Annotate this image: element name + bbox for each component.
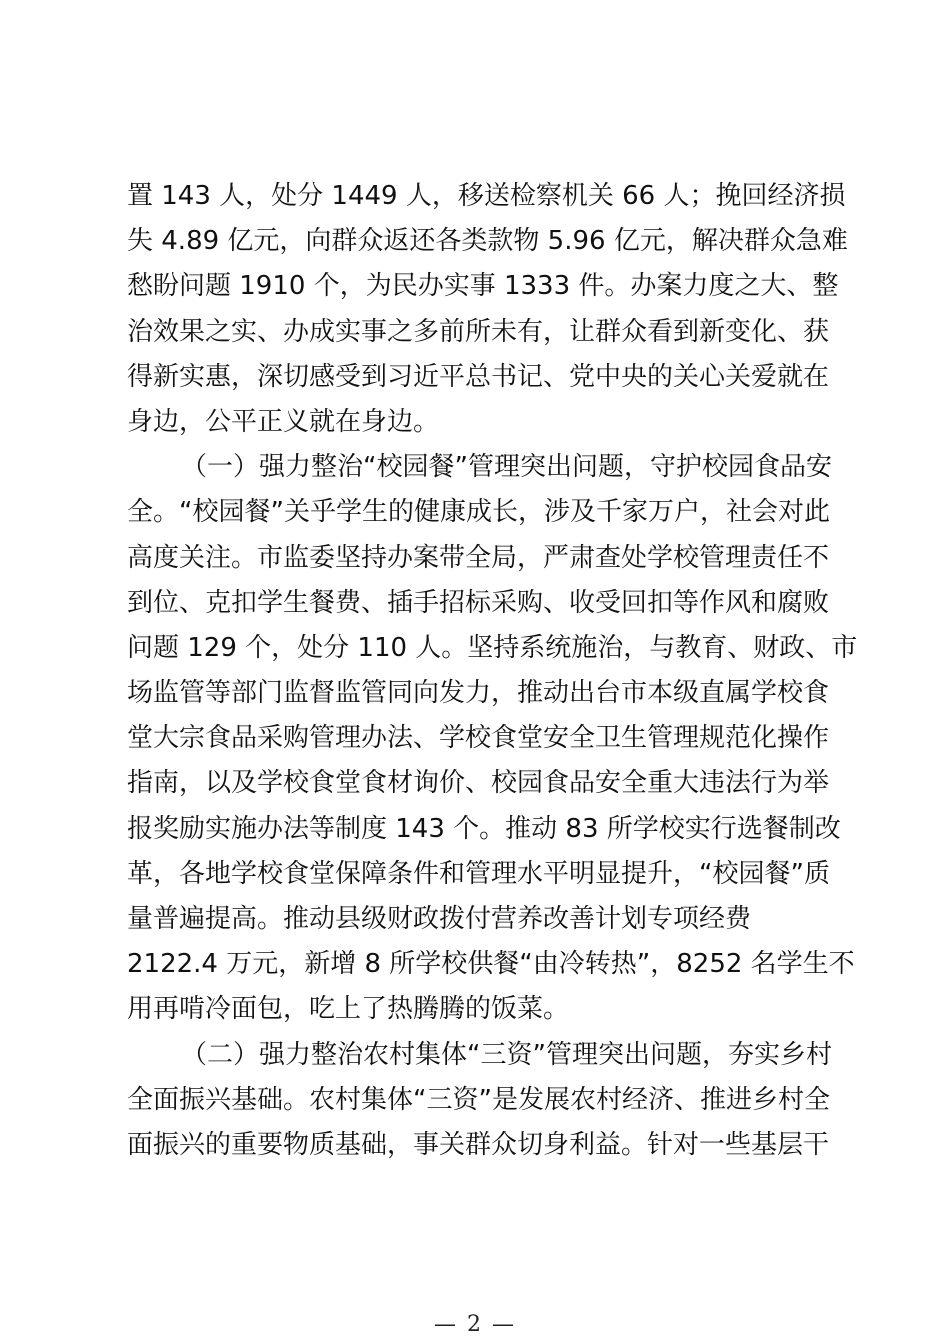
text-line: 到位、克扣学生餐费、插手招标采购、收受回扣等作风和腐败: [127, 587, 830, 618]
text-line: 问题 129 个，处分 110 人。坚持系统施治，与教育、财政、市: [127, 632, 858, 663]
text-line: 面振兴的重要物质基础，事关群众切身利益。针对一些基层干: [127, 1129, 830, 1160]
text-line: 2122.4 万元，新增 8 所学校供餐“由冷转热”，8252 名学生不: [127, 949, 855, 980]
text-line: （一）强力整治“校园餐”管理突出问题，守护校园食品安: [181, 452, 832, 483]
text-line: 身边，公平正义就在身边。: [127, 406, 440, 437]
text-line: 堂大宗食品采购管理办法、学校食堂安全卫生管理规范化操作: [127, 723, 830, 754]
paragraph-school-meals: [127, 445, 858, 1032]
paragraph-summary: [127, 174, 848, 445]
paragraph-rural-assets: [127, 1033, 832, 1169]
text-line: 高度关注。市监委坚持办案带全局，严肃查处学校管理责任不: [127, 542, 830, 573]
text-line: 报奖励实施办法等制度 143 个。推动 83 所学校实行选餐制改: [127, 813, 841, 844]
text-line: 指南，以及学校食堂食材询价、校园食品安全重大违法行为举: [127, 768, 830, 799]
text-line: 愁盼问题 1910 个，为民办实事 1333 件。办案力度之大、整: [127, 271, 839, 302]
text-line: 革，各地学校食堂保障条件和管理水平明显提升，“校园餐”质: [127, 858, 830, 889]
document-body: [127, 174, 858, 1168]
text-line: 治效果之实、办成实事之多前所未有，让群众看到新变化、获: [127, 316, 830, 347]
text-line: 全面振兴基础。农村集体“三资”是发展农村经济、推进乡村全: [127, 1084, 830, 1115]
text-line: 得新实惠，深切感受到习近平总书记、党中央的关心关爱就在: [127, 361, 830, 392]
text-line: （二）强力整治农村集体“三资”管理突出问题，夯实乡村: [181, 1039, 832, 1070]
page-number: — 2 —: [434, 1312, 516, 1337]
text-line: 置 143 人，处分 1449 人，移送检察机关 66 人；挽回经济损: [127, 181, 846, 211]
text-line: 失 4.89 亿元，向群众返还各类款物 5.96 亿元，解决群众急难: [127, 226, 848, 257]
text-line: 全。“校园餐”关乎学生的健康成长，涉及千家万户，社会对此: [127, 497, 830, 528]
text-line: 场监管等部门监督监管同向发力，推动出台市本级直属学校食: [127, 678, 830, 709]
text-line: 用再啃冷面包，吃上了热腾腾的饭菜。: [127, 994, 570, 1025]
text-line: 量普遍提高。推动县级财政拨付营养改善计划专项经费: [127, 904, 752, 934]
